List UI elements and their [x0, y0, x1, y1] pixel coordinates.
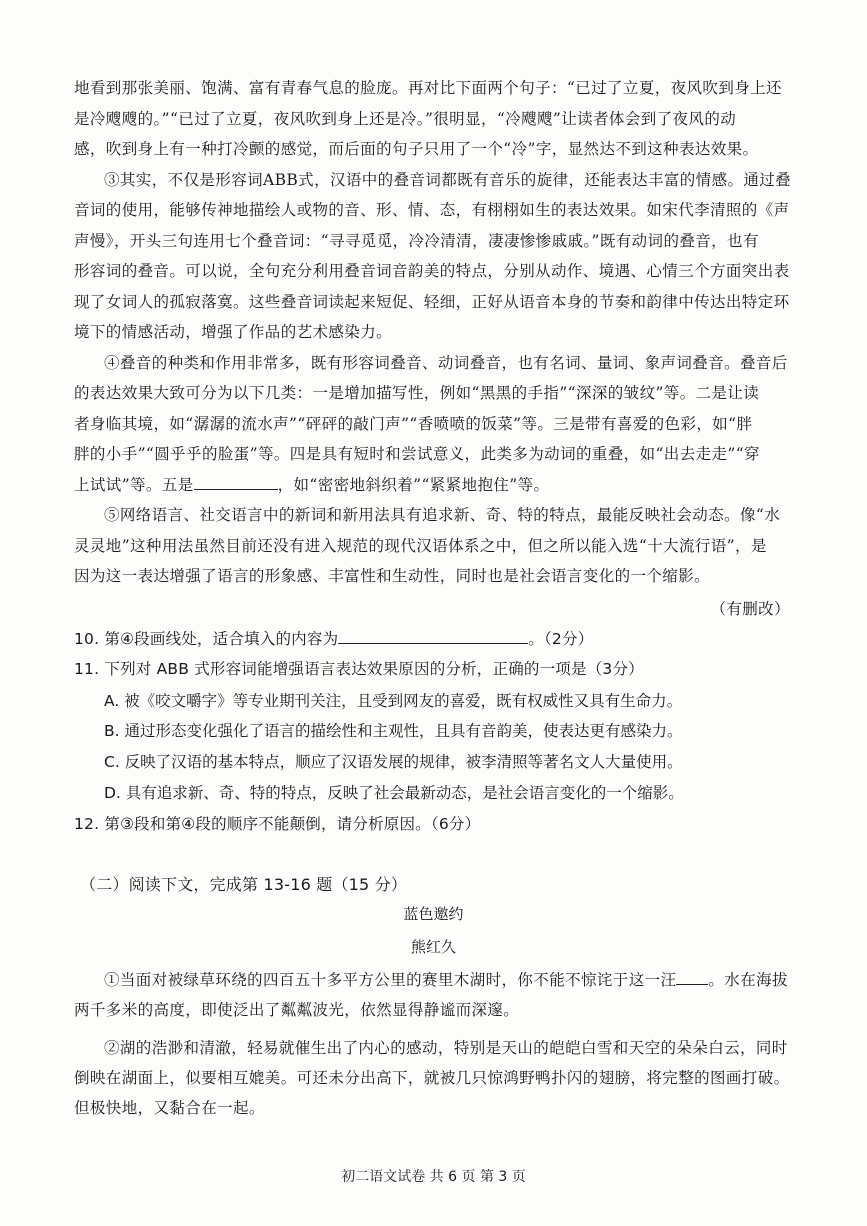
- text-line: 音词的使用，能够传神地描绘人或物的音、形、情、态，有栩栩如生的表达效果。如宋代李清照的《声: [74, 201, 790, 219]
- option-d: D. 具有追求新、奇、特的特点，反映了社会最新动态，是社会语言变化的一个缩影。: [104, 784, 684, 802]
- underline-blank: [676, 970, 708, 985]
- option-b: B. 通过形态变化强化了语言的描绘性和主观性，且具有音韵美，使表达更有感染力。: [104, 722, 683, 740]
- text-line: 因为这一表达增强了语言的形象感、丰富性和生动性，同时也是社会语言变化的一个缩影。: [74, 567, 711, 585]
- edit-note: （有删改）: [710, 600, 790, 618]
- question-stem: 11. 下列对 ABB 式形容词能增强语言表达效果原因的分析，正确的一项是（3分）: [74, 660, 644, 678]
- text-line: [74, 470, 798, 501]
- text-line: 的表达效果大致可分为以下几类：一是增加描写性，例如“黑黑的手指”“深深的皱纹”等。二是让读: [74, 384, 760, 402]
- question-10: [74, 624, 798, 654]
- text-line: 形容词的叠音。可以说，全句充分利用叠音词音韵美的特点，分别从动作、境遇、心情三个方面突出表: [74, 262, 790, 280]
- text-line: 感，吹到身上有一种打冷颤的感觉，而后面的句子只用了一个“冷”字，显然达不到这种表达效果。: [74, 140, 759, 158]
- text-segment: ，如“密密地斜织着”“紧紧地抱住”等。: [277, 476, 550, 494]
- text-line: 境下的情感活动，增强了作品的艺术感染力。: [74, 323, 393, 341]
- text-line: 两千多米的高度，即使泛出了粼粼波光，依然显得静谧而深邃。: [74, 1001, 520, 1019]
- section-heading: （二）阅读下文，完成第 13-16 题（15 分）: [80, 875, 408, 894]
- text-line: 者身临其境，如“潺潺的流水声”“砰砰的敲门声”“香喷喷的饭菜”等。三是带有喜爱的色彩，如“胖: [74, 415, 753, 433]
- option-a: A. 被《咬文嚼字》等专业期刊关注，且受到网友的喜爱，既有权威性又具有生命力。: [104, 692, 683, 710]
- text-segment: ①当面对被绿草环绕的四百五十多平方公里的赛里木湖时，你不能不惊诧于这一汪: [104, 971, 677, 989]
- text-line: 但极快地，又黏合在一起。: [74, 1099, 265, 1117]
- text-line: 声慢》，开头三句连用七个叠音词：“寻寻觅觅，冷冷清清，凄凄惨惨戚戚。”既有动词的叠音，也有: [74, 232, 759, 250]
- page-footer: 初二语文试卷 共 6 页 第 3 页: [341, 1169, 526, 1185]
- text-line: [104, 965, 798, 996]
- text-line: 倒映在湖面上，似要相互媲美。可还未分出高下，就被几只惊鸿野鸭扑闪的翅膀，将完整的图画打破。: [74, 1069, 790, 1087]
- text-line: ③其实，不仅是形容词ABB式，汉语中的叠音词都既有音乐的旋律，还能表达丰富的情感。通过叠: [104, 171, 792, 189]
- text-line: 现了女词人的孤寂落寞。这些叠音词读起来短促、轻细，正好从语音本身的节奏和韵律中传达出特定环: [74, 293, 790, 311]
- question-text: 10. 第④段画线处，适合填入的内容为: [74, 630, 339, 648]
- underline-blank: [194, 475, 278, 490]
- text-line: ②湖的浩渺和清澈，轻易就催生出了内心的感动，特别是天山的皑皑白雪和天空的朵朵白云，同时: [104, 1039, 788, 1057]
- text-segment: 上试试”等。五是: [74, 476, 194, 494]
- answer-blank: [338, 629, 528, 644]
- text-segment: 。水在海拔: [708, 971, 788, 989]
- text-line: 地看到那张美丽、饱满、富有青春气息的脸庞。再对比下面两个句子：“已过了立夏，夜风吹到身上还: [74, 79, 782, 97]
- article-title: 蓝色邀约: [403, 905, 464, 923]
- text-line: 是冷飕飕的。”“已过了立夏，夜风吹到身上还是冷。”很明显，“冷飕飕”让读者体会到了夜风的动: [74, 110, 737, 128]
- article-author: 熊红久: [410, 938, 456, 956]
- text-line: 灵灵地”这种用法虽然目前还没有进入规范的现代汉语体系之中，但之所以能入选“十大流行语”，是: [74, 537, 767, 555]
- question-12: 12. 第③段和第④段的顺序不能颠倒，请分析原因。（6分）: [74, 815, 481, 833]
- text-line: ⑤网络语言、社交语言中的新词和新用法具有追求新、奇、特的特点，最能反映社会动态。像“水: [104, 506, 781, 524]
- text-line: ④叠音的种类和作用非常多，既有形容词叠音、动词叠音，也有名词、量词、象声词叠音。叠音后: [104, 354, 788, 372]
- question-score: 。（2分）: [528, 630, 594, 648]
- option-c: C. 反映了汉语的基本特点，顺应了汉语发展的规律，被李清照等著名文人大量使用。: [104, 753, 683, 771]
- text-line: 胖的小手”“圆乎乎的脸蛋”等。四是具有短时和尝试意义，此类多为动词的重叠，如“出去走走”“穿: [74, 445, 760, 463]
